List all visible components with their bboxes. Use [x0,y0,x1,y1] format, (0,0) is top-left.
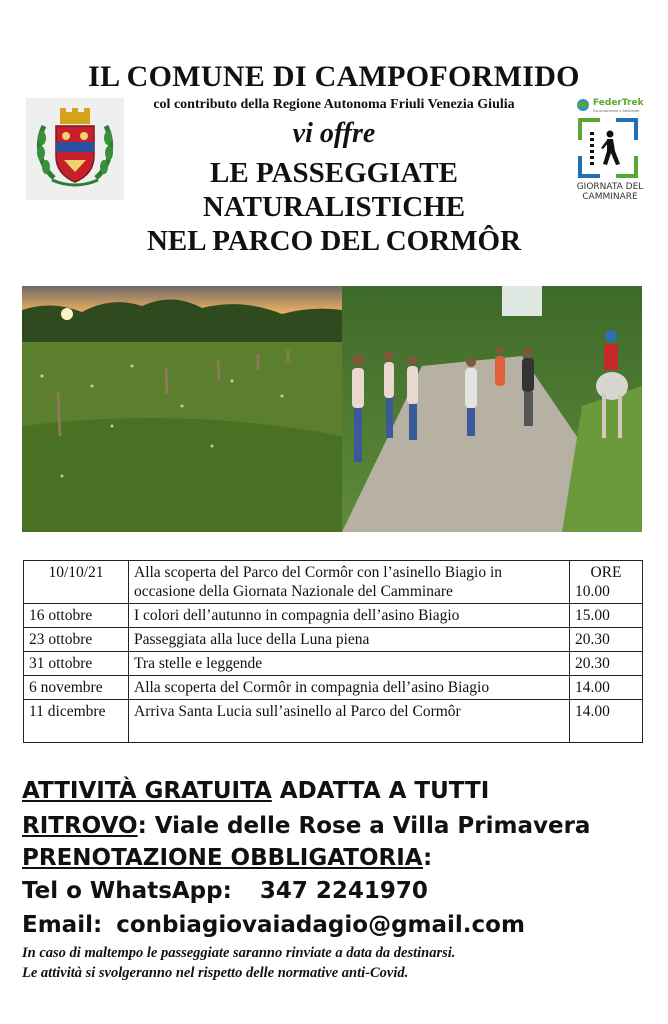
main-title-line-2: NATURALISTICHE [202,191,466,223]
event-time: 15.00 [570,604,643,628]
meeting-point-line [22,813,590,839]
federtrek-brand: FederTrek [593,98,644,108]
phone-label: Tel o WhatsApp: [22,878,232,904]
table-row [24,676,643,700]
event-time: 20.30 [570,628,643,652]
walking-day-caption [572,182,648,202]
weather-note: In caso di maltempo le passeggiate saranno rinviate a data da destinarsi. [22,945,456,961]
page-title: IL COMUNE DI CAMPOFORMIDO [88,60,580,93]
main-title-line-1: LE PASSEGGIATE [210,157,458,189]
event-date: 23 ottobre [24,628,129,652]
event-time: 14.00 [570,700,643,743]
event-time-cell [570,561,643,604]
phone-number[interactable]: 347 2241970 [259,878,428,904]
event-time: 10.00 [575,583,610,600]
event-date: 6 novembre [24,676,129,700]
pedestrian-icon [578,118,638,178]
table-row [24,604,643,628]
federtrek-logo [572,96,648,206]
email-label: Email: [22,912,103,938]
table-row [24,700,643,743]
park-photos-image [22,286,642,532]
walking-day-caption-line-2: CAMMINARE [582,192,638,202]
event-time: 20.30 [570,652,643,676]
meeting-point-label: RITROVO [22,813,138,839]
table-row [24,628,643,652]
subtitle: col contributo della Regione Autonoma Friuli Venezia Giulia [153,97,515,112]
event-date: 11 dicembre [24,700,129,743]
walking-day-caption-line-1: GIORNATA DEL [576,182,644,192]
event-date: 31 ottobre [24,652,129,676]
email-line [22,912,525,938]
event-date: 16 ottobre [24,604,129,628]
event-description: Arriva Santa Lucia sull’asinello al Parco del Cormôr [129,700,570,743]
free-activity-label: ATTIVITÀ GRATUITA [22,778,272,804]
booking-colon: : [423,845,433,871]
event-time: 14.00 [570,676,643,700]
main-title-line-3: NEL PARCO DEL CORMÔR [146,225,522,257]
time-label: ORE [590,564,622,581]
event-date: 10/10/21 [24,561,129,604]
offer-text: vi offre [292,118,376,149]
municipal-crest [26,98,124,200]
phone-line [22,878,428,904]
email-address[interactable]: conbiagiovaiadagio@gmail.com [116,912,525,938]
schedule-table [23,560,643,743]
event-description: Alla scoperta del Cormôr in compagnia dell’asino Biagio [129,676,570,700]
free-activity-rest: ADATTA A TUTTI [271,778,490,804]
free-activity-line [22,778,489,804]
coat-of-arms-icon [26,98,124,200]
event-description: Alla scoperta del Parco del Cormôr con l’asinello Biagio in occasione della Giornata Nazionale del Camminare [129,561,570,604]
covid-note: Le attività si svolgeranno nel rispetto delle normative anti-Covid. [22,965,409,981]
table-row [24,561,643,604]
event-description: Tra stelle e leggende [129,652,570,676]
federtrek-brand-sub: Escursionismo e Ambiente [593,109,640,113]
photo-banner [22,286,642,532]
meeting-point-value: : Viale delle Rose a Villa Primavera [137,813,591,839]
booking-label: PRENOTAZIONE OBBLIGATORIA [22,845,423,871]
table-row [24,652,643,676]
booking-line [22,845,432,871]
event-description: Passeggiata alla luce della Luna piena [129,628,570,652]
event-description: I colori dell’autunno in compagnia dell’asino Biagio [129,604,570,628]
